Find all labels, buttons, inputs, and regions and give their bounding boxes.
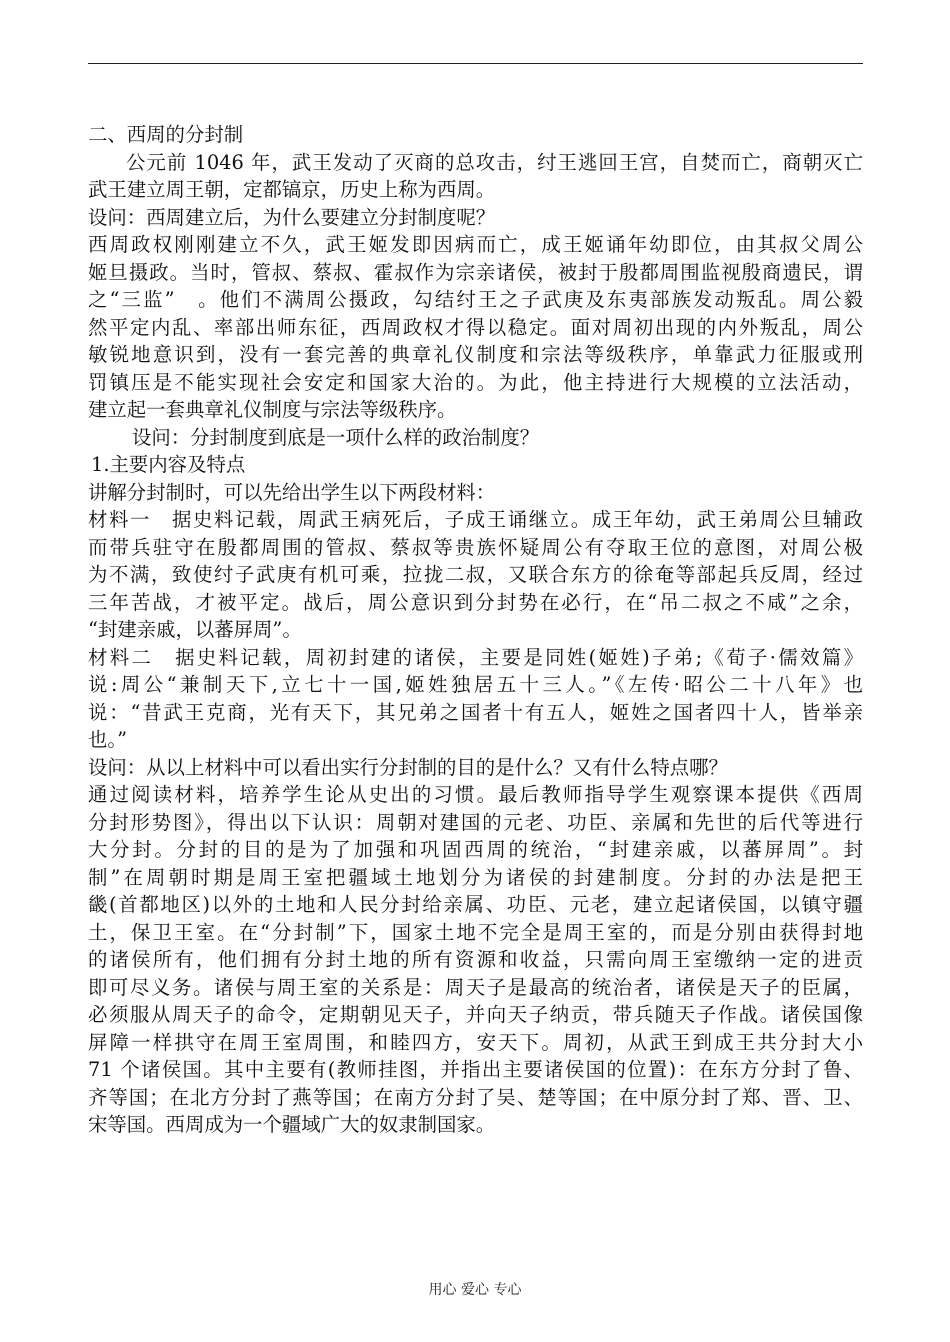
text-line: 设问：西周建立后，为什么要建立分封制度呢？ — [88, 205, 496, 229]
text-line: 说:周公“兼制天下,立七十一国,姬姓独居五十三人。”《左传·昭公二十八年》也 — [88, 673, 863, 696]
text-line: 敏锐地意识到，没有一套完善的典章礼仪制度和宗法等级秩序，单靠武力征服或刑 — [88, 343, 863, 366]
text-line: 说：“昔武王克商，光有天下，其兄弟之国者十有五人，姬姓之国者四十人，皆举亲 — [88, 700, 863, 724]
header-rule — [88, 63, 863, 64]
text-line: 西周政权刚刚建立不久，武王姬发即因病而亡，成王姬诵年幼即位，由其叔父周公 — [88, 233, 863, 256]
text-line: 罚镇压是不能实现社会安定和国家大治的。为此，他主持进行大规模的立法活动， — [88, 370, 863, 394]
text-line: 71 个诸侯国。其中主要有(教师挂图，并指出主要诸侯国的位置)：在东方分封了鲁、 — [88, 1058, 863, 1081]
text-line: 材料二 据史料记载，周初封建的诸侯，主要是同姓(姬姓)子弟;《荀子·儒效篇》 — [88, 645, 863, 669]
text-line: 分封形势图》，得出以下认识：周朝对建国的元老、功臣、亲属和先世的后代等进行 — [88, 810, 863, 834]
text-line: “封建亲戚，以蕃屏周”。 — [88, 618, 302, 641]
question-3 — [88, 754, 863, 782]
text-line: 通过阅读材料，培养学生论从史出的习惯。最后教师指导学生观察课本提供《西周 — [88, 783, 863, 806]
text-line: 然平定内乱、率部出师东征，西周政权才得以稳定。面对周初出现的内外叛乱，周公 — [88, 315, 863, 339]
text-line: 宋等国。西周成为一个疆域广大的奴隶制国家。 — [88, 1113, 496, 1136]
text-line: 畿(首都地区)以外的土地和人民分封给亲属、功臣、元老，建立起诸侯国，以镇守疆 — [88, 893, 863, 916]
text-line: 设问：从以上材料中可以看出实行分封制的目的是什么？又有什么特点哪？ — [88, 755, 728, 779]
document-body — [88, 121, 863, 1139]
text-line: 三年苦战，才被平定。战后，周公意识到分封势在必行，在“吊二叔之不咸”之余， — [88, 590, 863, 614]
intro-paragraph — [88, 149, 863, 204]
conclusion — [88, 781, 863, 1139]
page-footer: 用心 爱心 专心 — [428, 1282, 522, 1298]
text-line: 之“三监” 。他们不满周公摄政，勾结纣王之子武庚及东夷部族发动叛乱。周公毅 — [88, 288, 863, 311]
text-line: 建立起一套典章礼仪制度与宗法等级秩序。 — [88, 398, 457, 421]
text-line: 公元前 1046 年，武王发动了灭商的总攻击，纣王逃回王宫，自焚而亡，商朝灭亡 — [126, 150, 863, 174]
text-line: 大分封。分封的目的是为了加强和巩固西周的统治，“封建亲戚，以蕃屏周”。封 — [88, 838, 863, 861]
text-line: 材料一 据史料记载，周武王病死后，子成王诵继立。成王年幼，武王弟周公旦辅政 — [88, 508, 863, 531]
subheading-1 — [88, 451, 863, 479]
answer-1 — [88, 231, 863, 424]
text-line: 屏障一样拱守在周王室周围，和睦四方，安天下。周初，从武王到成王共分封大小 — [88, 1030, 863, 1054]
text-line: 土，保卫王室。在“分封制”下，国家土地不完全是周王室的，而是分别由获得封地 — [88, 920, 863, 944]
text-line: 齐等国；在北方分封了燕等国；在南方分封了吴、楚等国；在中原分封了郑、晋、卫、 — [88, 1085, 863, 1109]
material-2 — [88, 644, 863, 754]
question-2 — [88, 424, 863, 452]
section-heading: 二、西周的分封制 — [88, 123, 244, 146]
text-line: 设问：分封制度到底是一项什么样的政治制度？ — [132, 425, 540, 449]
material-1 — [88, 506, 863, 644]
text-line: 即可尽义务。诸侯与周王室的关系是：周天子是最高的统治者，诸侯是天子的臣属， — [88, 975, 863, 999]
question-1 — [88, 204, 863, 232]
teaching-note — [88, 479, 863, 507]
text-line: 而带兵驻守在殷都周围的管叔、蔡叔等贵族怀疑周公有夺取王位的意图，对周公极 — [88, 535, 863, 559]
text-line: 的诸侯所有，他们拥有分封土地的所有资源和收益，只需向周王室缴纳一定的进贡 — [88, 948, 863, 971]
text-line: 1.主要内容及特点 — [91, 453, 246, 476]
text-line: 为不满，致使纣子武庚有机可乘，拉拢二叔，又联合东方的徐奄等部起兵反周，经过 — [88, 563, 863, 586]
text-line: 讲解分封制时，可以先给出学生以下两段材料： — [88, 480, 496, 504]
text-line: 必须服从周天子的命令，定期朝见天子，并向天子纳贡，带兵随天子作战。诸侯国像 — [88, 1003, 863, 1026]
text-line: 也。” — [88, 728, 127, 751]
text-line: 姬旦摄政。当时，管叔、蔡叔、霍叔作为宗亲诸侯，被封于殷都周围监视殷商遗民，谓 — [88, 260, 863, 284]
text-line: 武王建立周王朝，定都镐京，历史上称为西周。 — [88, 178, 496, 201]
text-line: 制”在周朝时期是周王室把疆域土地划分为诸侯的封建制度。分封的办法是把王 — [88, 865, 863, 889]
